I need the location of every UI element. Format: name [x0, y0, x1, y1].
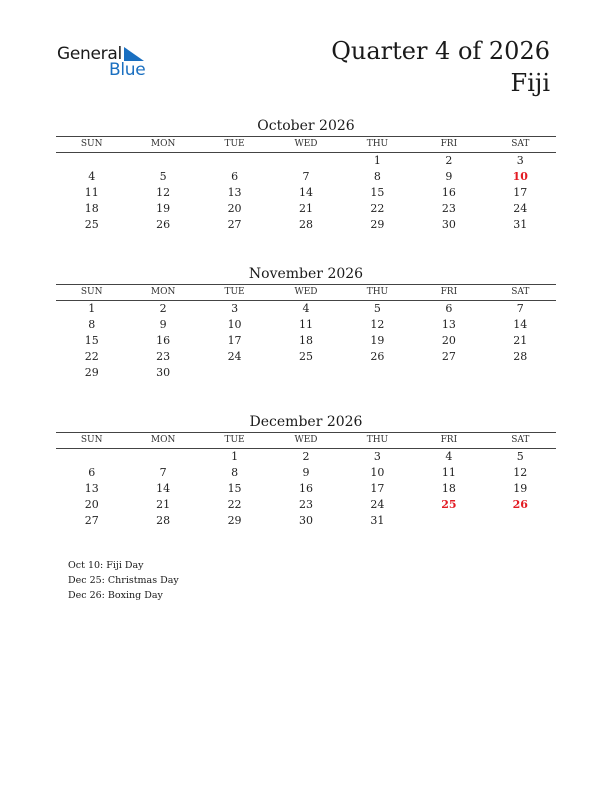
- day-cell: 22: [84, 350, 99, 363]
- day-cell: 6: [231, 170, 239, 183]
- day-cell: 27: [227, 218, 242, 231]
- day-cell: 14: [513, 318, 528, 331]
- day-cell: 14: [156, 482, 171, 495]
- holiday-notes: [68, 558, 179, 603]
- empty-day-cell: [56, 449, 127, 465]
- weekday-label: MON: [150, 435, 176, 445]
- day-cell: 12: [370, 318, 385, 331]
- country-name: Fiji: [510, 69, 550, 97]
- empty-day-cell: [485, 513, 556, 529]
- day-cell: 24: [370, 498, 385, 511]
- day-cell: 20: [227, 202, 242, 215]
- holiday-note: Oct 10: Fiji Day: [68, 560, 144, 571]
- day-cell: 20: [84, 498, 99, 511]
- day-cell: 18: [441, 482, 456, 495]
- day-cell: 3: [231, 302, 239, 315]
- month-title: December 2026: [249, 414, 363, 430]
- day-cell: 4: [88, 170, 96, 183]
- weekday-header: [56, 136, 556, 153]
- month-october: [56, 116, 556, 233]
- logo-text-general: General: [57, 44, 122, 64]
- day-cell: 13: [227, 186, 242, 199]
- empty-day-cell: [413, 513, 484, 529]
- day-cell: 18: [84, 202, 99, 215]
- day-cell: 26: [370, 350, 385, 363]
- day-cell: 17: [227, 334, 242, 347]
- day-cell: 23: [156, 350, 171, 363]
- day-cell: 14: [298, 186, 313, 199]
- day-cell: 8: [88, 318, 96, 331]
- empty-day-cell: [270, 153, 341, 169]
- logo-text-blue: Blue: [109, 60, 146, 80]
- day-cell: 5: [159, 170, 167, 183]
- day-cell: 17: [513, 186, 528, 199]
- day-cell: 17: [370, 482, 385, 495]
- day-cell: 22: [370, 202, 385, 215]
- day-cell: 5: [516, 450, 524, 463]
- holiday-day-cell: 26: [512, 498, 528, 511]
- day-grid: [56, 153, 556, 233]
- holiday-note: Dec 25: Christmas Day: [68, 575, 179, 586]
- month-november: [56, 264, 556, 381]
- page-title: Quarter 4 of 2026: [331, 37, 550, 65]
- day-cell: 15: [370, 186, 385, 199]
- day-cell: 6: [445, 302, 453, 315]
- weekday-label: MON: [150, 139, 176, 149]
- empty-day-cell: [199, 153, 270, 169]
- day-cell: 7: [516, 302, 524, 315]
- day-cell: 22: [227, 498, 242, 511]
- weekday-label: THU: [366, 435, 389, 445]
- weekday-label: SAT: [511, 435, 530, 445]
- day-cell: 21: [156, 498, 171, 511]
- empty-day-cell: [342, 365, 413, 381]
- day-cell: 13: [441, 318, 456, 331]
- empty-day-cell: [127, 153, 198, 169]
- holiday-day-cell: 10: [512, 170, 528, 183]
- day-cell: 23: [298, 498, 313, 511]
- day-cell: 3: [373, 450, 381, 463]
- day-cell: 2: [445, 154, 453, 167]
- day-cell: 9: [445, 170, 453, 183]
- empty-day-cell: [199, 365, 270, 381]
- day-grid: [56, 449, 556, 529]
- day-cell: 10: [370, 466, 385, 479]
- day-cell: 31: [513, 218, 528, 231]
- day-cell: 2: [302, 450, 310, 463]
- weekday-label: FRI: [440, 435, 458, 445]
- month-december: [56, 412, 556, 529]
- weekday-label: FRI: [440, 287, 458, 297]
- day-cell: 21: [298, 202, 313, 215]
- day-cell: 28: [513, 350, 528, 363]
- day-cell: 11: [84, 186, 99, 199]
- day-cell: 27: [441, 350, 456, 363]
- day-cell: 16: [156, 334, 171, 347]
- day-grid: [56, 301, 556, 381]
- logo-triangle-icon: [124, 47, 144, 61]
- day-cell: 1: [88, 302, 96, 315]
- day-cell: 25: [298, 350, 313, 363]
- weekday-label: TUE: [224, 139, 245, 149]
- day-cell: 31: [370, 514, 385, 527]
- weekday-label: THU: [366, 139, 389, 149]
- weekday-label: FRI: [440, 139, 458, 149]
- empty-day-cell: [56, 153, 127, 169]
- day-cell: 30: [156, 366, 171, 379]
- holiday-day-cell: 25: [441, 498, 457, 511]
- day-cell: 7: [159, 466, 167, 479]
- empty-day-cell: [413, 365, 484, 381]
- holiday-note: Dec 26: Boxing Day: [68, 590, 163, 601]
- day-cell: 20: [441, 334, 456, 347]
- day-cell: 11: [298, 318, 313, 331]
- weekday-label: WED: [294, 435, 318, 445]
- weekday-label: MON: [150, 287, 176, 297]
- weekday-label: WED: [294, 287, 318, 297]
- day-cell: 19: [513, 482, 528, 495]
- day-cell: 27: [84, 514, 99, 527]
- generalblue-logo: [57, 44, 157, 80]
- day-cell: 12: [156, 186, 171, 199]
- day-cell: 8: [373, 170, 381, 183]
- day-cell: 9: [302, 466, 310, 479]
- empty-day-cell: [485, 365, 556, 381]
- day-cell: 24: [227, 350, 242, 363]
- day-cell: 1: [231, 450, 239, 463]
- day-cell: 7: [302, 170, 310, 183]
- empty-day-cell: [127, 449, 198, 465]
- day-cell: 29: [227, 514, 242, 527]
- day-cell: 23: [441, 202, 456, 215]
- weekday-label: THU: [366, 287, 389, 297]
- day-cell: 13: [84, 482, 99, 495]
- weekday-label: SUN: [80, 287, 103, 297]
- month-title: November 2026: [248, 266, 364, 282]
- day-cell: 5: [373, 302, 381, 315]
- day-cell: 8: [231, 466, 239, 479]
- day-cell: 4: [445, 450, 453, 463]
- weekday-label: TUE: [224, 435, 245, 445]
- day-cell: 24: [513, 202, 528, 215]
- day-cell: 30: [441, 218, 456, 231]
- month-title: October 2026: [257, 118, 355, 134]
- day-cell: 9: [159, 318, 167, 331]
- day-cell: 25: [84, 218, 99, 231]
- day-cell: 1: [373, 154, 381, 167]
- day-cell: 6: [88, 466, 96, 479]
- weekday-label: WED: [294, 139, 318, 149]
- weekday-label: SUN: [80, 139, 103, 149]
- day-cell: 16: [441, 186, 456, 199]
- day-cell: 10: [227, 318, 242, 331]
- day-cell: 3: [516, 154, 524, 167]
- day-cell: 29: [370, 218, 385, 231]
- day-cell: 15: [227, 482, 242, 495]
- day-cell: 19: [156, 202, 171, 215]
- day-cell: 26: [156, 218, 171, 231]
- weekday-label: SUN: [80, 435, 103, 445]
- day-cell: 21: [513, 334, 528, 347]
- day-cell: 11: [441, 466, 456, 479]
- weekday-label: SAT: [511, 287, 530, 297]
- day-cell: 28: [156, 514, 171, 527]
- day-cell: 29: [84, 366, 99, 379]
- day-cell: 18: [298, 334, 313, 347]
- weekday-header: [56, 432, 556, 449]
- day-cell: 19: [370, 334, 385, 347]
- weekday-header: [56, 284, 556, 301]
- day-cell: 28: [298, 218, 313, 231]
- weekday-label: TUE: [224, 287, 245, 297]
- day-cell: 12: [513, 466, 528, 479]
- weekday-label: SAT: [511, 139, 530, 149]
- day-cell: 16: [298, 482, 313, 495]
- day-cell: 15: [84, 334, 99, 347]
- day-cell: 4: [302, 302, 310, 315]
- day-cell: 30: [298, 514, 313, 527]
- day-cell: 2: [159, 302, 167, 315]
- empty-day-cell: [270, 365, 341, 381]
